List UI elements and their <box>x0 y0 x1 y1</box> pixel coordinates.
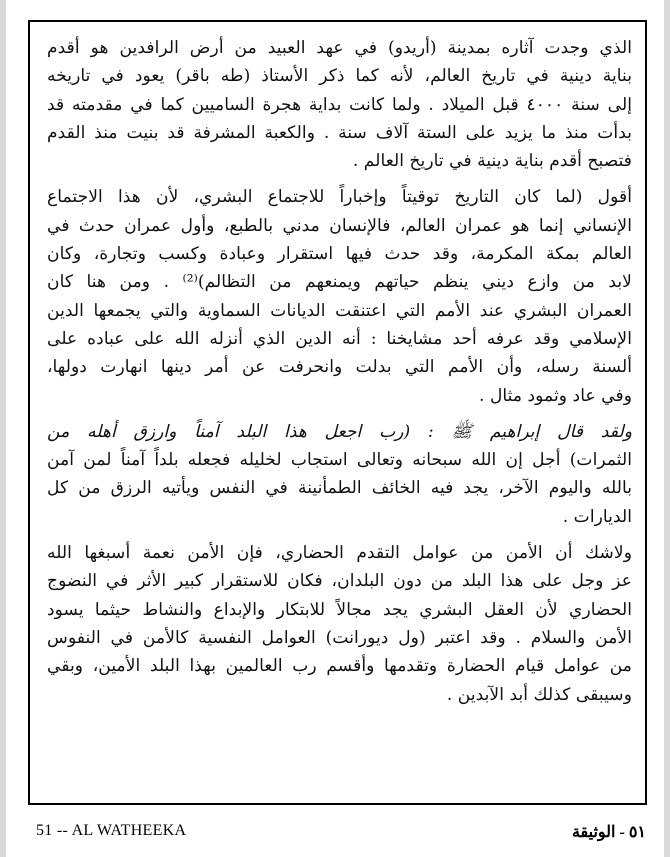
text-line: العمران البشري عند الأمم التي اعتنقت الديانات السماوية والتي يجمعها الدين <box>47 300 632 321</box>
paragraph-4 <box>47 539 632 709</box>
text-line: العالم بمكة المكرمة، وقد حدث فيها استقرار وعبادة وكسب وتجارة، وكان <box>47 244 632 265</box>
text-line: بدأت منذ ما يزيد على الستة آلاف سنة . والكعبة المشرفة قد بنيت منذ القدم <box>47 122 632 143</box>
text-line: الديارات . <box>562 506 632 527</box>
text-line: الثمرات) أجل إن الله سبحانه وتعالى استجاب لخليله فجعله بلداً آمناً لمن آمن <box>47 450 632 471</box>
text-line: لابد من وازع ديني ينظم حياتهم ويمنعهم من التظالم)⁽²⁾ . ومن هنا كان <box>47 272 632 293</box>
paragraph-3 <box>47 418 632 531</box>
text-line: أقول (لما كان التاريخ توقيتاً وإخباراً للاجتماع البشري، لأن هذا الاجتماع <box>47 187 632 208</box>
text-line: الأمن والسلام . وقد اعتبر (ول ديورانت) العوامل النفسية كالأمن في النفوس <box>47 627 632 648</box>
text-line: من عوامل قيام الحضارة وتقدمها وأقسم رب العالمين بهذا البلد الأمين، وبقي <box>47 656 632 677</box>
text-line: إلى سنة ٤٠٠٠ قبل الميلاد . ولما كانت بداية هجرة الساميين كما في مقدمته قد <box>47 94 632 115</box>
text-line: فتصبح أقدم بناية دينية في تاريخ العالم . <box>352 151 632 172</box>
text-line: ولاشك أن الأمن من عوامل التقدم الحضاري، فإن الأمن نعمة أسبغها الله <box>47 543 632 564</box>
paragraph-1 <box>47 34 632 175</box>
text-line: وفي عاد وثمود مثال . <box>479 385 632 406</box>
text-frame <box>28 20 647 805</box>
page <box>6 0 664 857</box>
text-line: وسيبقى كذلك أبد الآبدين . <box>446 684 632 705</box>
text-line: الذي وجدت آثاره بمدينة (أريدو) في عهد العبيد من أرض الرافدين هو أقدم <box>47 38 632 58</box>
footer-page-label-arabic: ٥١ - الوثيقة <box>571 824 646 841</box>
text-line: بناية دينية في تاريخ العالم، لأنه كما ذكر الأستاذ (طه باقر) يعود في تاريخه <box>47 66 632 87</box>
text-line: عز وجل على هذا البلد من دون البلدان، فكان للاستقرار كبير الأثر في النضوج <box>47 571 632 592</box>
text-line: الإسلامي وقد عرفه أحد مشايخنا : أنه الدين الذي أنزله الله على عباده على <box>47 328 632 349</box>
text-line: ولقد قال إبراهيم ﷺ : (رب اجعل هذا البلد آمناً وارزق أهله من <box>47 421 632 442</box>
text-line: الحضاري لأن العقل البشري يجد مجالاً للابتكار والإبداع والنشاط حيثما يسود <box>47 599 632 620</box>
paragraph-2 <box>47 183 632 409</box>
page-footer <box>36 822 646 846</box>
footer-page-label-latin: 51 -- AL WATHEEKA <box>36 822 187 839</box>
text-line: بالله واليوم الآخر، يجد فيه الخائف الطمأنينة في النفس ويأتيه الرزق من كل <box>47 478 632 499</box>
text-line: ألسنة رسله، وأن الأمم التي بدلت وانحرفت عن أمر دينها انهارت دولها، <box>47 357 632 378</box>
article-text <box>47 34 632 709</box>
text-line: الإنساني إنما هو عمران العالم، فالإنسان مدني بالطبع، وأول عمران حدث في <box>47 215 632 236</box>
